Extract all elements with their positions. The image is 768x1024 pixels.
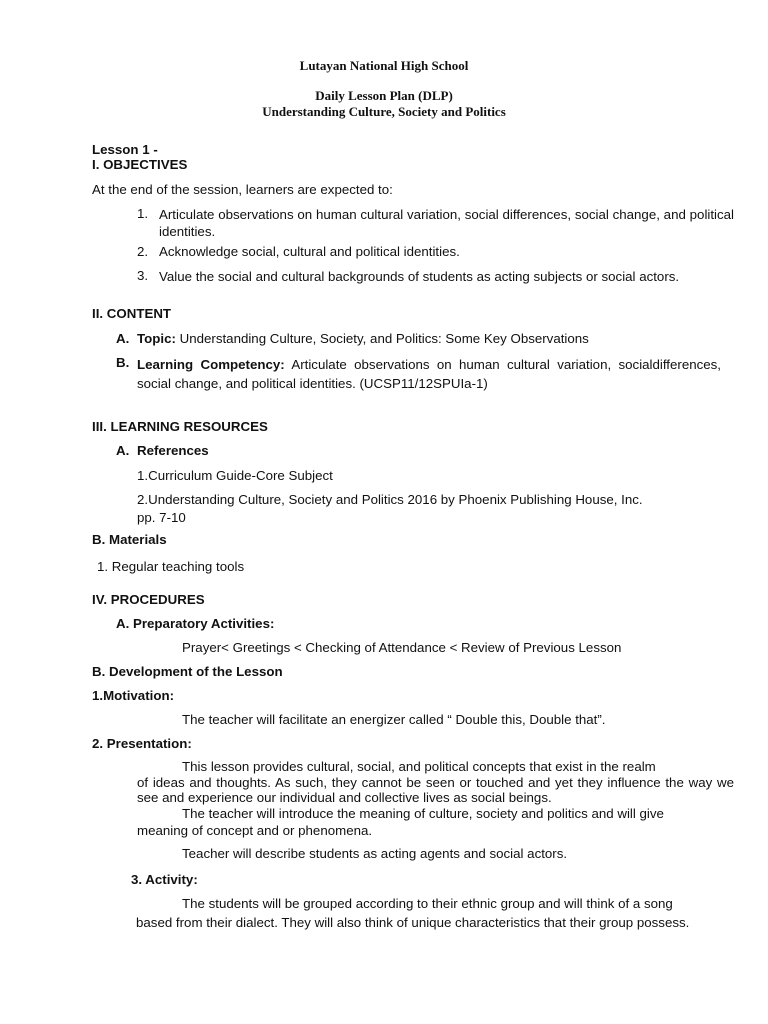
resources-heading: III. LEARNING RESOURCES	[92, 419, 268, 434]
competency-text: Articulate observations on human cultural variation, socialdifferences, social change, and political identities. (UCSP11/12SPUIa-1)	[137, 357, 722, 391]
activity-paragraph: based from their dialect. They will also think of unique characteristics that their group possess.	[136, 915, 690, 930]
topic-letter: A.	[116, 331, 130, 346]
topic-line	[137, 331, 589, 347]
development-heading: B. Development of the Lesson	[92, 664, 283, 679]
subject-title: Understanding Culture, Society and Politics	[262, 104, 506, 119]
presentation-paragraph: This lesson provides cultural, social, and political concepts that exist in the realm	[182, 759, 656, 774]
objectives-heading: I. OBJECTIVES	[92, 157, 188, 172]
activity-label: 3. Activity:	[131, 872, 198, 887]
reference-item: 2.Understanding Culture, Society and Politics 2016 by Phoenix Publishing House, Inc.	[137, 492, 643, 507]
content-heading: II. CONTENT	[92, 306, 172, 321]
school-name: Lutayan National High School	[299, 58, 469, 73]
references-label: References	[137, 443, 209, 458]
procedures-heading: IV. PROCEDURES	[92, 592, 205, 607]
competency-line	[137, 355, 721, 393]
objective-number: 2.	[137, 244, 149, 259]
presentation-label: 2. Presentation:	[92, 736, 192, 751]
presentation-paragraph: of ideas and thoughts. As such, they cannot be seen or touched and yet they influence the way we see and experience our individual and collective lives as social beings.	[137, 775, 734, 805]
plan-type: Daily Lesson Plan (DLP)	[315, 88, 453, 103]
presentation-paragraph: meaning of concept and or phenomena.	[137, 823, 373, 838]
competency-label: Learning Competency:	[137, 357, 285, 372]
reference-pages: pp. 7-10	[137, 510, 186, 525]
objective-number: 1.	[137, 206, 149, 221]
reference-item: 1.Curriculum Guide-Core Subject	[137, 468, 333, 483]
objective-item: Value the social and cultural backgrounds of students as acting subjects or social actors.	[159, 269, 680, 284]
activity-paragraph: The students will be grouped according to their ethnic group and will think of a song	[182, 896, 673, 911]
lesson-title: Lesson 1 -	[92, 142, 158, 157]
motivation-text: The teacher will facilitate an energizer called “ Double this, Double that”.	[182, 712, 606, 727]
references-letter: A.	[116, 443, 130, 458]
preparatory-label: A. Preparatory Activities:	[116, 616, 275, 631]
objective-item: Articulate observations on human cultural variation, social differences, social change, and political identities.	[159, 207, 734, 239]
topic-text: Understanding Culture, Society, and Politics: Some Key Observations	[179, 331, 589, 346]
materials-heading: B. Materials	[92, 532, 167, 547]
objectives-intro: At the end of the session, learners are expected to:	[92, 182, 393, 197]
presentation-paragraph: The teacher will introduce the meaning of culture, society and politics and will give	[182, 806, 664, 821]
competency-letter: B.	[116, 355, 130, 370]
objective-number: 3.	[137, 268, 149, 283]
motivation-label: 1.Motivation:	[92, 688, 174, 703]
topic-label: Topic:	[137, 331, 176, 346]
presentation-paragraph: Teacher will describe students as acting agents and social actors.	[182, 846, 568, 861]
preparatory-text: Prayer< Greetings < Checking of Attendance < Review of Previous Lesson	[182, 640, 622, 655]
material-item: 1. Regular teaching tools	[97, 559, 245, 574]
objective-item: Acknowledge social, cultural and political identities.	[159, 244, 460, 259]
